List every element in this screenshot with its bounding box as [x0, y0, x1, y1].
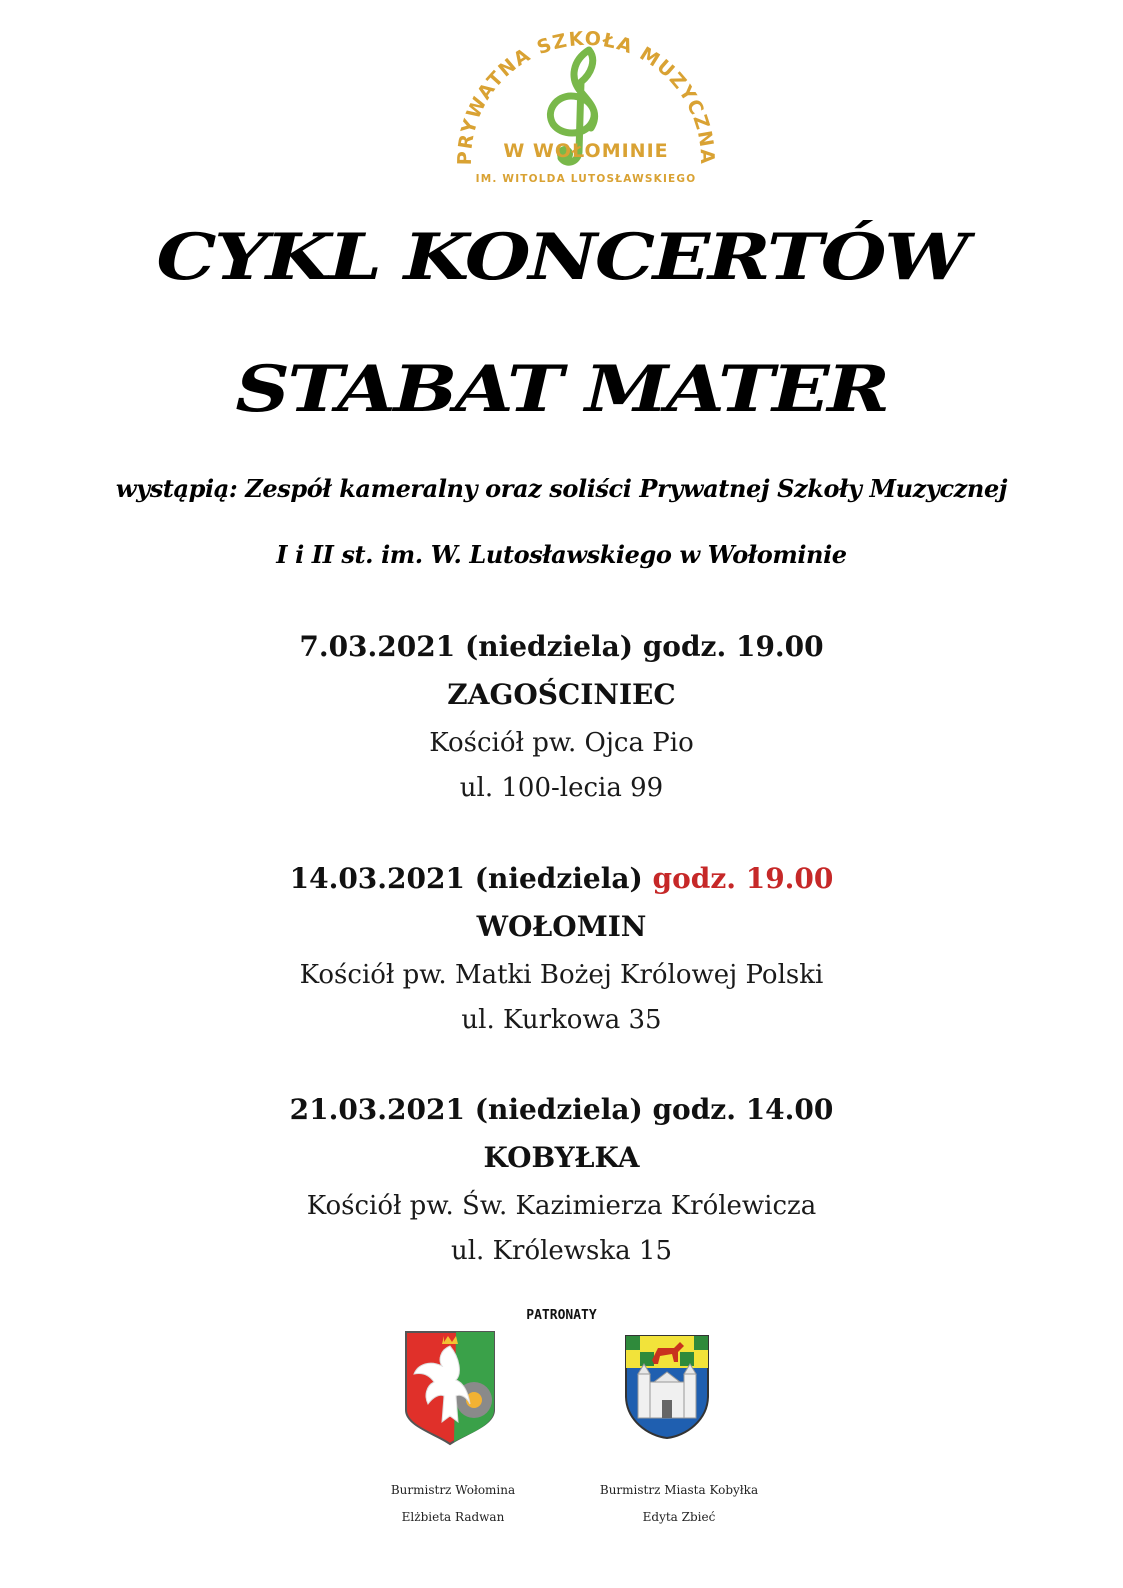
- concert-2-date: [0, 862, 1123, 895]
- concert-2-time: godz. 19.00: [652, 862, 834, 895]
- concert-1-street: ul. 100-lecia 99: [459, 773, 664, 803]
- logo-city-text: W WOŁOMINIE: [503, 140, 669, 162]
- concert-2-date-prefix: 14.03.2021 (niedziela): [289, 862, 643, 895]
- patron-1-name: Elżbieta Radwan: [401, 1510, 505, 1524]
- concert-3-date: 21.03.2021 (niedziela) godz. 14.00: [289, 1093, 834, 1126]
- concert-1-city: ZAGOŚCINIEC: [447, 678, 676, 711]
- concert-1-venue: Kościół pw. Ojca Pio: [429, 728, 694, 758]
- school-logo: [441, 20, 731, 200]
- concert-2-street: ul. Kurkowa 35: [461, 1005, 662, 1035]
- wolomin-crest-icon: [404, 1330, 496, 1446]
- concert-1-date: 7.03.2021 (niedziela) godz. 19.00: [299, 630, 824, 663]
- patron-1-role: Burmistrz Wołomina: [390, 1483, 516, 1497]
- subtitle-line-1: wystąpią: Zespół kameralny oraz soliści Prywatnej Szkoły Muzycznej: [115, 474, 1008, 503]
- subtitle-line-2: I i II st. im. W. Lutosławskiego w Wołominie: [276, 540, 847, 569]
- logo-arc-text: PRYWATNA SZKOŁA MUZYCZNA: [453, 27, 719, 166]
- title-line-1: CYKL KONCERTÓW: [156, 220, 967, 295]
- concert-3-city: KOBYŁKA: [483, 1141, 640, 1174]
- concert-3-street: ul. Królewska 15: [451, 1236, 672, 1266]
- logo-patron-text: IM. WITOLDA LUTOSŁAWSKIEGO: [475, 173, 697, 185]
- title-line-2: STABAT MATER: [235, 352, 888, 427]
- concert-2-city: WOŁOMIN: [476, 910, 647, 943]
- patron-2-role: Burmistrz Miasta Kobyłka: [599, 1483, 759, 1497]
- kobylka-crest-icon: [626, 1336, 708, 1438]
- patron-2-name: Edyta Zbieć: [642, 1510, 716, 1524]
- concert-2-venue: Kościół pw. Matki Bożej Królowej Polski: [299, 960, 824, 990]
- concert-3-venue: Kościół pw. Św. Kazimierza Królewicza: [306, 1191, 817, 1221]
- patronage-heading: PATRONATY: [526, 1308, 597, 1323]
